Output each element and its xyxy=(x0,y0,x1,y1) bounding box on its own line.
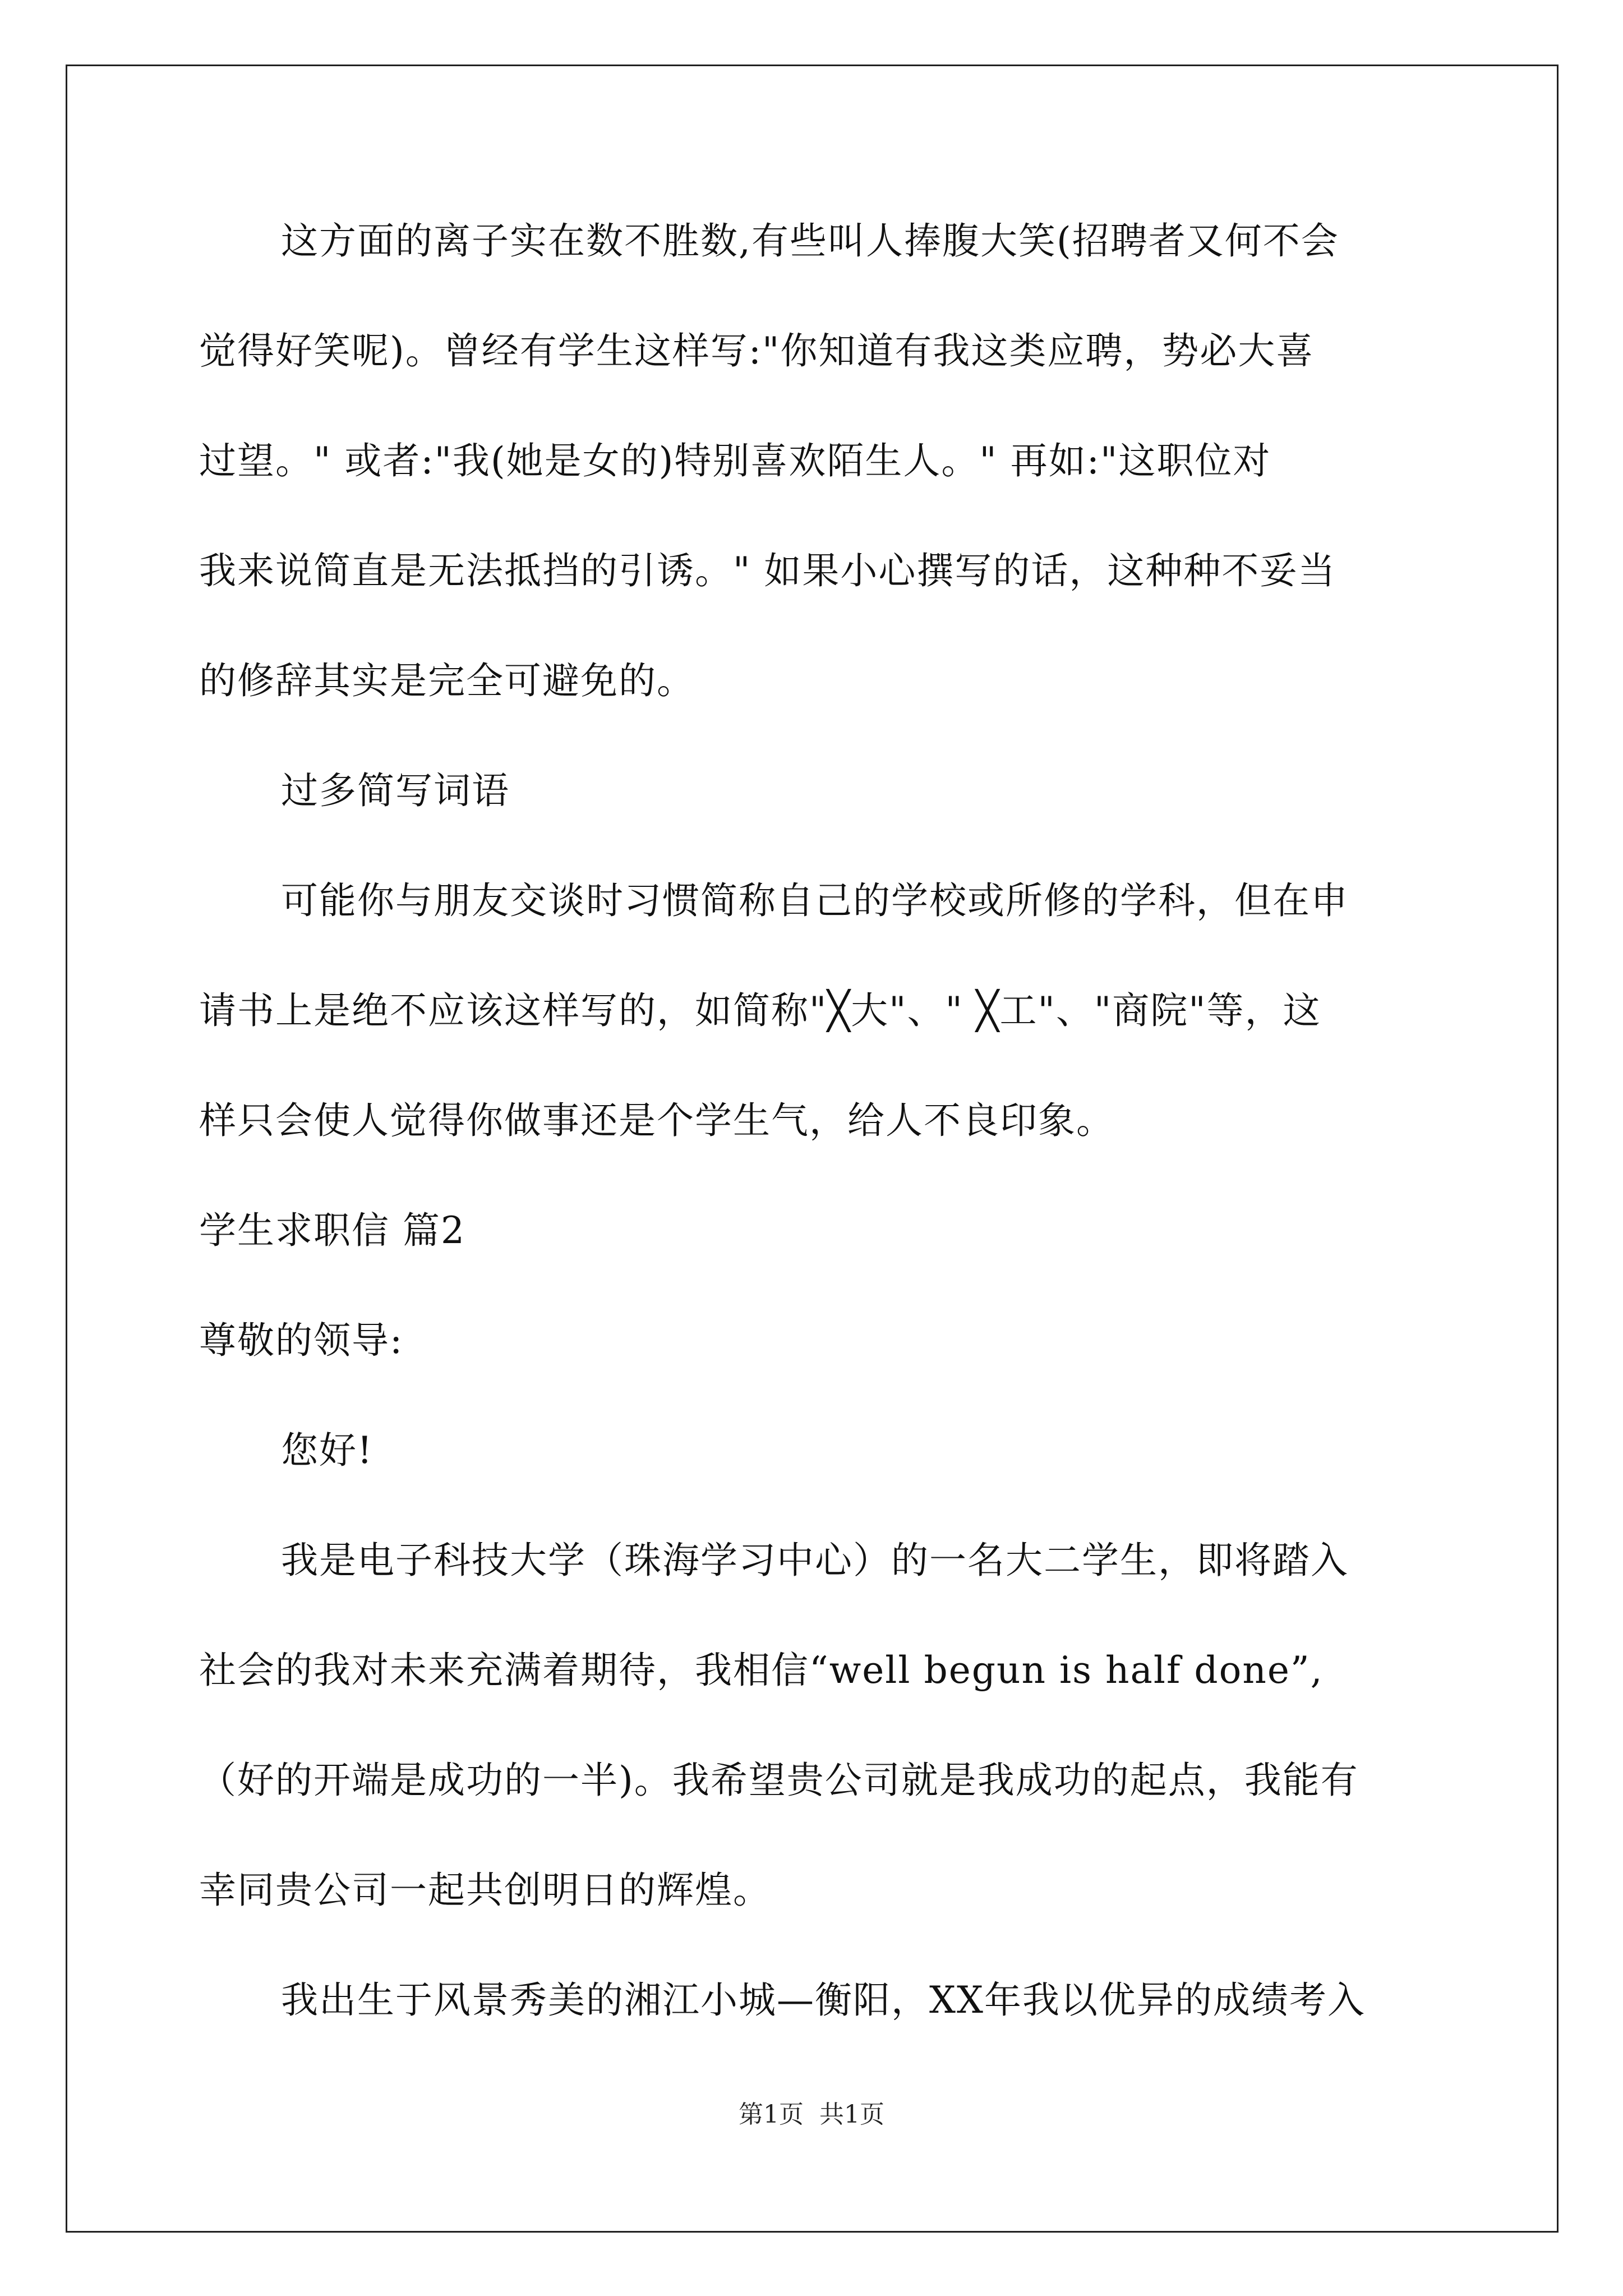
greeting: 您好! xyxy=(281,1429,374,1472)
paragraph-line: 样只会使人觉得你做事还是个学生气，给人不良印象。 xyxy=(199,1099,1114,1142)
salutation: 尊敬的领导: xyxy=(199,1319,404,1362)
paragraph-line: 觉得好笑呢)。曾经有学生这样写:"你知道有我这类应聘，势必大喜 xyxy=(199,329,1315,372)
article-title: 学生求职信 篇2 xyxy=(199,1209,465,1252)
section-heading: 过多简写词语 xyxy=(281,769,510,812)
paragraph-line: 请书上是绝不应该这样写的，如简称"╳大"、" ╳工"、"商院"等，这 xyxy=(199,989,1321,1032)
paragraph-line: 幸同贵公司一起共创明日的辉煌。 xyxy=(199,1869,771,1912)
paragraph-line: 我出生于风景秀美的湘江小城—衡阳，XX年我以优异的成绩考入 xyxy=(281,1978,1366,2022)
paragraph-line: 这方面的离子实在数不胜数,有些叫人捧腹大笑(招聘者又何不会 xyxy=(281,219,1339,263)
paragraph-line: 我是电子科技大学（珠海学习中心）的一名大二学生，即将踏入 xyxy=(281,1539,1349,1582)
paragraph-line: （好的开端是成功的一半)。我希望贵公司就是我成功的起点，我能有 xyxy=(199,1759,1359,1802)
paragraph-line: 我来说简直是无法抵挡的引诱。" 如果小心撰写的话，这种种不妥当 xyxy=(199,549,1336,592)
paragraph-line: 过望。" 或者:"我(她是女的)特别喜欢陌生人。" 再如:"这职位对 xyxy=(199,439,1271,482)
paragraph-line: 的修辞其实是完全可避免的。 xyxy=(199,659,695,702)
paragraph-line: 社会的我对未来充满着期待，我相信“well begun is half done”, xyxy=(199,1649,1324,1692)
paragraph-line: 可能你与朋友交谈时习惯简称自己的学校或所修的学科，但在申 xyxy=(281,879,1349,922)
page-footer: 第1页 共1页 xyxy=(739,2100,884,2129)
